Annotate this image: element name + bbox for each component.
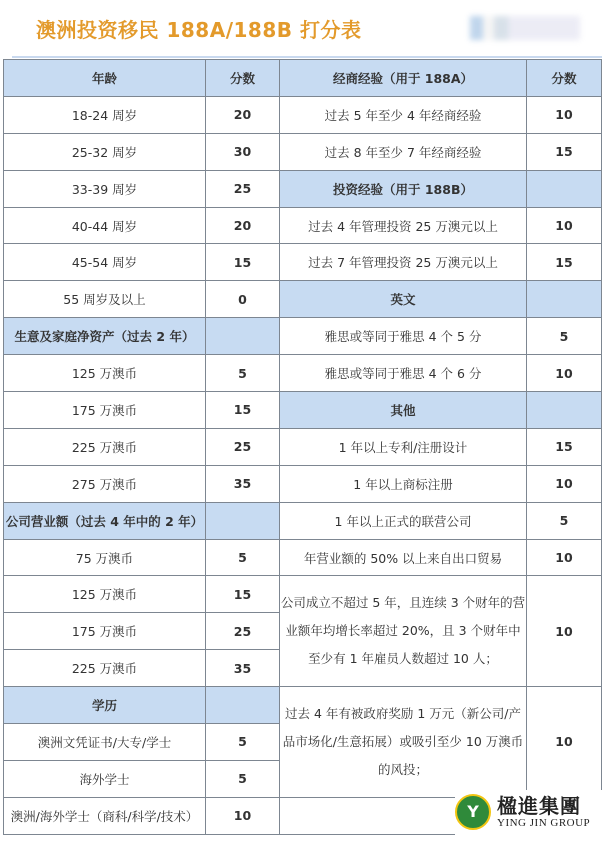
english-label: 雅思或等同于雅思 4 个 6 分 — [280, 355, 527, 392]
english-header-score-cell — [527, 281, 602, 318]
other-label: 1 年以上专利/注册设计 — [280, 428, 527, 465]
age-score: 20 — [206, 207, 280, 244]
table-row — [4, 96, 602, 133]
title-divider — [12, 56, 602, 58]
award-criterion-score: 10 — [527, 687, 602, 798]
investment-score: 10 — [527, 207, 602, 244]
other-score: 10 — [527, 465, 602, 502]
education-score: 5 — [206, 760, 280, 797]
score-table — [3, 59, 602, 835]
education-label: 澳洲文凭证书/大专/学士 — [4, 724, 206, 761]
assets-score: 5 — [206, 355, 280, 392]
table-row — [4, 355, 602, 392]
turnover-score: 25 — [206, 613, 280, 650]
other-header: 其他 — [280, 392, 527, 429]
age-score: 20 — [206, 96, 280, 133]
other-label: 1 年以上商标注册 — [280, 465, 527, 502]
business-label: 过去 8 年至少 7 年经商经验 — [280, 133, 527, 170]
age-score: 0 — [206, 281, 280, 318]
turnover-label: 125 万澳币 — [4, 576, 206, 613]
age-score: 25 — [206, 170, 280, 207]
other-header-score-cell — [527, 392, 602, 429]
assets-header: 生意及家庭净资产（过去 2 年） — [4, 318, 206, 355]
english-header: 英文 — [280, 281, 527, 318]
age-label: 55 周岁及以上 — [4, 281, 206, 318]
english-score: 5 — [527, 318, 602, 355]
blurred-watermark-logo — [470, 16, 580, 40]
investment-header-score-cell — [527, 170, 602, 207]
table-row — [4, 539, 602, 576]
table-row — [4, 428, 602, 465]
score-header-left: 分数 — [206, 60, 280, 97]
turnover-label: 225 万澳币 — [4, 650, 206, 687]
assets-label: 175 万澳币 — [4, 392, 206, 429]
age-score: 15 — [206, 244, 280, 281]
assets-header-score-cell — [206, 318, 280, 355]
assets-label: 225 万澳币 — [4, 428, 206, 465]
assets-score: 15 — [206, 392, 280, 429]
table-row — [4, 318, 602, 355]
award-criterion-text: 过去 4 年有被政府奖励 1 万元（新公司/产品市场化/生意拓展）或吸引至少 10 万澳币的风投； — [280, 687, 527, 798]
assets-label: 275 万澳币 — [4, 465, 206, 502]
age-score: 30 — [206, 133, 280, 170]
table-row — [4, 60, 602, 97]
other-score: 5 — [527, 502, 602, 539]
table-row — [4, 502, 602, 539]
age-label: 45-54 周岁 — [4, 244, 206, 281]
turnover-header-score-cell — [206, 502, 280, 539]
table-row — [4, 576, 602, 613]
table-row — [4, 244, 602, 281]
business-score: 10 — [527, 96, 602, 133]
age-label: 25-32 周岁 — [4, 133, 206, 170]
brand-name-en: YING JIN GROUP — [497, 817, 591, 829]
investment-score: 15 — [527, 244, 602, 281]
assets-score: 25 — [206, 428, 280, 465]
brand-emblem-icon: Y — [455, 794, 491, 830]
age-label: 40-44 周岁 — [4, 207, 206, 244]
table-row — [4, 687, 602, 724]
table-row — [4, 207, 602, 244]
investment-label: 过去 4 年管理投资 25 万澳元以上 — [280, 207, 527, 244]
score-header-right: 分数 — [527, 60, 602, 97]
table-row — [4, 170, 602, 207]
investment-label: 过去 7 年管理投资 25 万澳元以上 — [280, 244, 527, 281]
assets-score: 35 — [206, 465, 280, 502]
growth-criterion-text: 公司成立不超过 5 年，且连续 3 个财年的营业额年均增长率超过 20%，且 3 个财年中至少有 1 年雇员人数超过 10 人； — [280, 576, 527, 687]
table-row — [4, 133, 602, 170]
assets-label: 125 万澳币 — [4, 355, 206, 392]
brand-logo — [455, 790, 603, 836]
turnover-label: 75 万澳币 — [4, 539, 206, 576]
turnover-score: 35 — [206, 650, 280, 687]
english-label: 雅思或等同于雅思 4 个 5 分 — [280, 318, 527, 355]
other-score: 10 — [527, 539, 602, 576]
brand-name-cn: 楹進集團 — [497, 794, 581, 818]
english-score: 10 — [527, 355, 602, 392]
turnover-header: 公司营业额（过去 4 年中的 2 年） — [4, 502, 206, 539]
table-row — [4, 465, 602, 502]
investment-header: 投资经验（用于 188B） — [280, 170, 527, 207]
table-row — [4, 281, 602, 318]
other-label: 年营业额的 50% 以上来自出口贸易 — [280, 539, 527, 576]
growth-criterion-score: 10 — [527, 576, 602, 687]
other-label: 1 年以上正式的联营公司 — [280, 502, 527, 539]
turnover-label: 175 万澳币 — [4, 613, 206, 650]
turnover-score: 5 — [206, 539, 280, 576]
age-header: 年龄 — [4, 60, 206, 97]
page-title: 澳洲投资移民 188A/188B 打分表 — [36, 18, 362, 42]
business-label: 过去 5 年至少 4 年经商经验 — [280, 96, 527, 133]
education-label: 海外学士 — [4, 760, 206, 797]
education-label: 澳洲/海外学士（商科/科学/技术） — [4, 797, 206, 834]
education-header-score-cell — [206, 687, 280, 724]
education-score: 5 — [206, 724, 280, 761]
education-score: 10 — [206, 797, 280, 834]
business-header: 经商经验（用于 188A） — [280, 60, 527, 97]
age-label: 18-24 周岁 — [4, 96, 206, 133]
table-row — [4, 392, 602, 429]
education-header: 学历 — [4, 687, 206, 724]
other-score: 15 — [527, 428, 602, 465]
age-label: 33-39 周岁 — [4, 170, 206, 207]
business-score: 15 — [527, 133, 602, 170]
turnover-score: 15 — [206, 576, 280, 613]
